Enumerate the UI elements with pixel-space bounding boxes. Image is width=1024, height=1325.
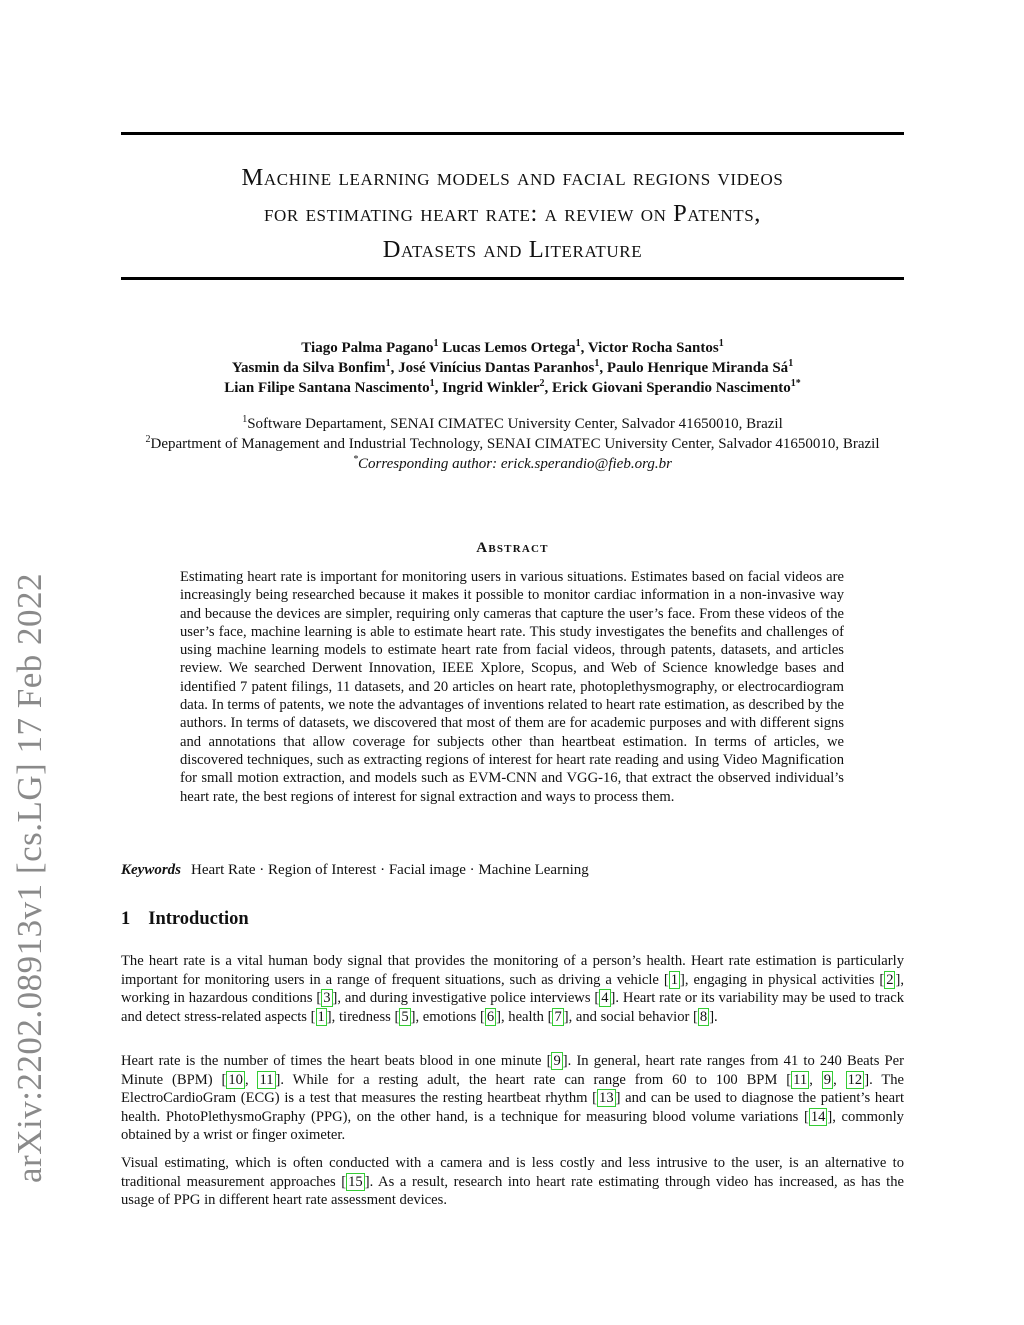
author-affiliation-marker: 1 (433, 338, 439, 349)
author-affiliation-marker: 1 (594, 358, 600, 369)
citation-link[interactable]: 7 (554, 1008, 562, 1025)
author-affiliation-marker: 1 (575, 338, 581, 349)
paragraph-text: Visual estimating, which is often conducted with a camera and is less costly and less intrusive to the user, is an alternative to traditional measurement approaches [ (121, 1155, 904, 1190)
citation-link[interactable]: 11 (793, 1071, 808, 1088)
title-line: for estimating heart rate: a review on Patents, (263, 200, 762, 227)
author-name: Lian Filipe Santana Nascimento (224, 380, 430, 396)
title-line: Machine learning models and facial regions videos (241, 164, 784, 191)
affiliation-text: Software Departament, SENAI CIMATEC University Center, Salvador 41650010, Brazil (247, 416, 783, 432)
paragraph-text: ], health [ (496, 1008, 553, 1025)
paragraph-text: ]. (709, 1008, 718, 1025)
citation-link[interactable]: 3 (323, 990, 331, 1007)
paragraph-text: ], commonly obtained by a wrist or finger oximeter. (121, 1108, 904, 1144)
keywords-text: Heart Rate · Region of Interest · Facial image · Machine Learning (191, 862, 589, 878)
affiliation-marker: * (353, 454, 359, 465)
citation-link[interactable]: 14 (810, 1108, 826, 1125)
citation-link[interactable]: 4 (601, 990, 609, 1007)
author-name: Paulo Henrique Miranda Sá (606, 360, 789, 376)
affiliation-marker: 1 (242, 414, 248, 425)
citation-link[interactable]: 9 (823, 1071, 832, 1088)
paragraph-text: ]. While for a resting adult, the heart rate can range from 60 to 100 BPM [ (275, 1071, 792, 1088)
author-affiliation-marker: 2 (539, 378, 545, 389)
paragraph-text: ]. As a result, research into heart rate estimating through video has increased, as has the usage of PPG in different heart rate assessment devices. (121, 1173, 904, 1209)
author-separator: , (390, 360, 399, 376)
paragraph (121, 952, 904, 1026)
author-line (100, 358, 925, 378)
paragraph-text: ], working in hazardous conditions [ (121, 971, 904, 1007)
citation-link[interactable]: 1 (317, 1008, 325, 1025)
citation-link[interactable]: 12 (847, 1071, 863, 1088)
paragraph-text: ]. Heart rate or its variability may be used to track and detect stress-related aspects [ (121, 990, 904, 1025)
affiliations (100, 414, 925, 474)
author-name: Lucas Lemos Ortega (442, 340, 576, 356)
paragraph-text: ], tiredness [ (326, 1008, 400, 1025)
affiliation-1 (100, 414, 925, 434)
citation-link[interactable]: 13 (599, 1090, 614, 1107)
author-affiliation-marker: 1* (790, 378, 801, 389)
paragraph-text: ], engaging in physical activities [ (680, 971, 885, 988)
author-line (100, 338, 925, 358)
author-list (100, 338, 925, 398)
author-separator: , (434, 380, 443, 396)
author-affiliation-marker: 1 (718, 338, 724, 349)
author-name: Tiago Palma Pagano (301, 340, 434, 356)
affiliation-marker: 2 (145, 434, 151, 445)
paragraph-text: ], and during investigative police interviews [ (332, 990, 600, 1007)
paragraph (121, 1154, 904, 1210)
author-separator: , (580, 340, 588, 356)
citation-link[interactable]: 15 (348, 1173, 363, 1190)
affiliation-2 (100, 434, 925, 454)
paragraph (121, 1052, 904, 1145)
keywords-label: Keywords (121, 862, 181, 878)
title-line: Datasets and Literature (382, 236, 643, 263)
author-affiliation-marker: 1 (385, 358, 391, 369)
section-heading (121, 909, 249, 930)
affiliation-text: Department of Management and Industrial Technology, SENAI CIMATEC University Center, Salvador 41650010, Brazil (150, 436, 880, 452)
paragraph-text: ], emotions [ (410, 1008, 485, 1025)
paragraph-text: ] and can be used to diagnose the patient’s heart health. PhotoPlethysmoGraphy (PPG), on the other hand, is a technique for measuring blood volume variations [ (121, 1090, 904, 1125)
author-separator: , (599, 360, 607, 376)
author-name: Yasmin da Silva Bonfim (231, 360, 386, 376)
citation-link[interactable]: 11 (259, 1071, 274, 1088)
author-affiliation-marker: 1 (788, 358, 794, 369)
author-separator: , (544, 380, 553, 396)
author-name: José Vinícius Dantas Paranhos (398, 360, 595, 376)
author-name: Victor Rocha Santos (587, 340, 719, 356)
paragraph-text: ]. In general, heart rate ranges from 41 to 240 Beats Per Minute (BPM) [ (121, 1053, 905, 1088)
paragraph-text: Heart rate is the number of times the heart beats blood in one minute [ (121, 1053, 552, 1069)
title-rule-top (121, 132, 904, 135)
paragraph-text: , (833, 1071, 846, 1088)
paragraph-text: , (809, 1071, 822, 1088)
citation-link[interactable]: 6 (486, 1008, 495, 1025)
citation-link[interactable]: 1 (670, 971, 678, 988)
title-rule-bottom (121, 277, 904, 280)
citation-link[interactable]: 10 (228, 1071, 243, 1088)
keywords (121, 862, 904, 879)
paragraph-text: , (244, 1071, 258, 1088)
citation-link[interactable]: 5 (401, 1008, 409, 1025)
abstract-heading: Abstract (476, 540, 549, 556)
citation-link[interactable]: 2 (886, 971, 894, 988)
author-line (100, 378, 925, 398)
citation-link[interactable]: 9 (553, 1053, 561, 1069)
paragraph-text: ], and social behavior [ (563, 1008, 698, 1025)
paragraph-text: The heart rate is a vital human body signal that provides the monitoring of a person’s health. Heart rate estimation is particularly important for monitoring users in a range of frequent situations, such as driving a vehicle [ (121, 953, 904, 988)
section-title: Introduction (148, 909, 249, 929)
corresponding-author-text: Corresponding author: erick.sperandio@fieb.org.br (358, 456, 672, 472)
corresponding-author (100, 454, 925, 474)
author-affiliation-marker: 1 (429, 378, 435, 389)
paper-title (121, 160, 904, 268)
abstract-text: Estimating heart rate is important for monitoring users in various situations. Estimates based on facial videos are increasingly being researched because it makes it possible to monitor cardiac information in a non-invasive way and because the devices are simpler, requiring only cameras that capture the user’s face. From these videos of the user’s face, machine learning is able to estimate heart rate. This study investigates the benefits and challenges of using machine learning models to estimate heart rate from facial videos, through patents, datasets, and articles review. We searched Derwent Innovation, IEEE Xplore, Scopus, and Web of Science knowledge bases and identified 7 patent filings, 11 datasets, and 20 articles on heart rate, photoplethysmography, or electrocardiogram data. In terms of patents, we note the advantages of inventions related to heart rate estimation, as described by the authors. In terms of datasets, we discovered that most of them are for academic purposes and with different signs and annotations that allow coverage for subjects other than heartbeat estimation. In terms of articles, we discovered techniques, such as extracting regions of interest for heart rate reading and using Video Magnification for small motion extraction, and models such as EVM-CNN and VGG-16, that extract the observed individual’s heart rate, the best regions of interest for signal extraction and ways to process them. (180, 569, 844, 805)
author-name: Erick Giovani Sperandio Nascimento (552, 380, 791, 396)
section-number: 1 (121, 909, 131, 929)
author-name: Ingrid Winkler (442, 380, 540, 396)
paragraph-text: ]. The ElectroCardioGram (ECG) is a test that measures the resting heartbeat rhythm [ (121, 1071, 905, 1107)
citation-link[interactable]: 8 (699, 1008, 708, 1025)
